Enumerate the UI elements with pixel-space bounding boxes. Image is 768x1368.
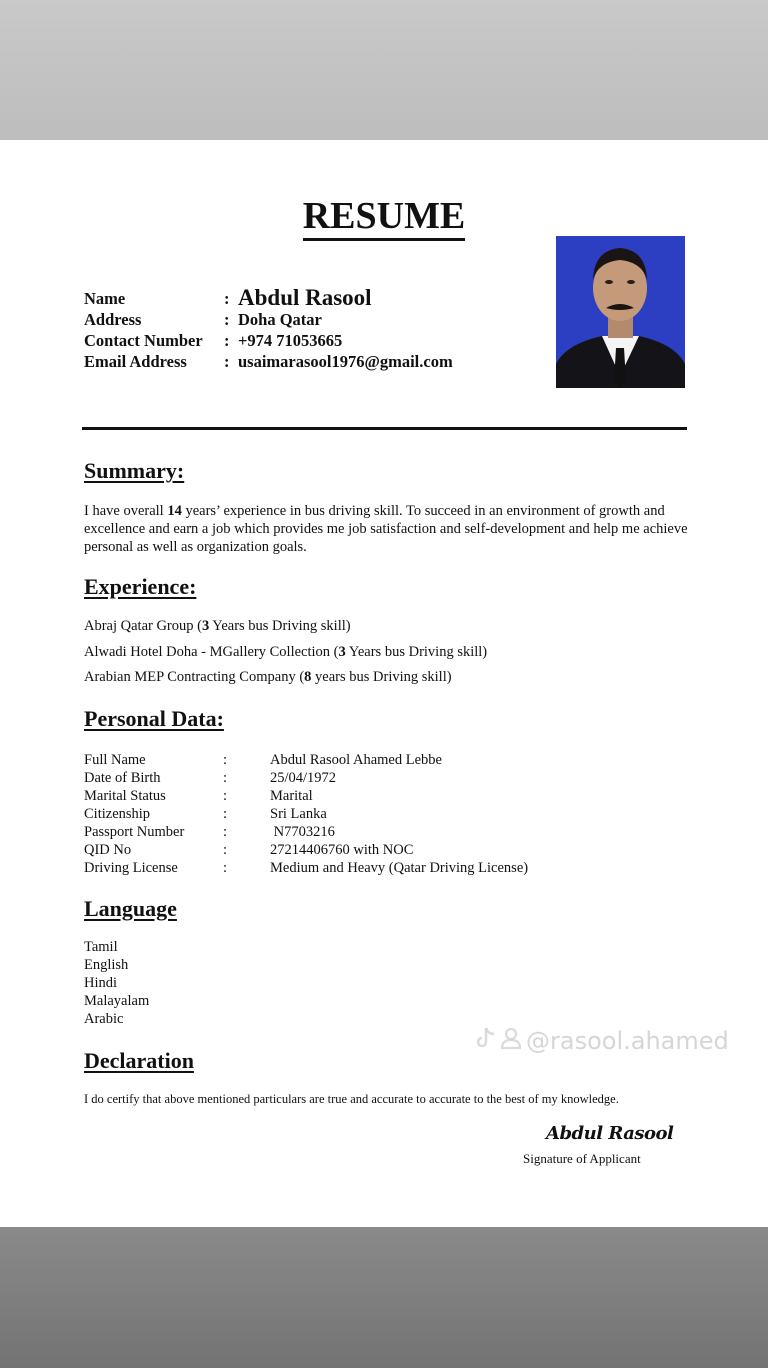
bottom-band <box>0 1227 768 1368</box>
applicant-name: Abdul Rasool <box>238 285 372 310</box>
experience-item: Arabian MEP Contracting Company (8 years bus Driving skill) <box>84 669 452 685</box>
experience-item: Alwadi Hotel Doha - MGallery Collection (3 Years bus Driving skill) <box>84 643 488 660</box>
contact-block <box>84 285 453 372</box>
declaration-text: I do certify that above mentioned particulars are true and accurate to accurate to the best of my knowledge. <box>84 1092 619 1106</box>
personal-row: Date of Birth : 25/04/1972 <box>84 770 337 786</box>
signature-caption: Signature of Applicant <box>523 1151 641 1166</box>
language-item: Arabic <box>84 1011 124 1027</box>
personal-row: Citizenship : Sri Lanka <box>84 806 327 822</box>
personal-row: QID No : 27214406760 with NOC <box>84 842 414 858</box>
personal-row: Marital Status : Marital <box>84 788 313 804</box>
contact-label: Email Address <box>84 352 187 371</box>
experience-list <box>84 614 487 691</box>
email-value: usaimarasool1976@gmail.com <box>238 352 453 371</box>
summary-text: I have overall 14 years’ experience in bus driving skill. To succeed in an environment of growth and excellence and earn a job which provides me job satisfaction and self-development and help me achieve personal as well as organization goals. <box>84 503 688 555</box>
personal-row: Full Name : Abdul Rasool Ahamed Lebbe <box>84 752 442 768</box>
watermark-handle: @rasool.ahamed <box>526 1027 729 1055</box>
declaration-heading: Declaration <box>84 1048 194 1073</box>
language-item: Tamil <box>84 939 118 955</box>
language-item: English <box>84 957 129 973</box>
resume-page <box>0 140 768 1227</box>
address-value: Doha Qatar <box>238 310 322 329</box>
contact-row-phone: Contact Number : +974 71053665 <box>84 331 343 350</box>
personal-row: Passport Number : N7703216 <box>84 824 335 840</box>
contact-row-address: Address : Doha Qatar <box>84 310 322 329</box>
profile-photo <box>556 236 685 388</box>
tiktok-icon <box>474 1026 496 1056</box>
experience-item: Abraj Qatar Group (3 Years bus Driving skill) <box>84 618 351 634</box>
watermark <box>474 1026 729 1056</box>
language-item: Malayalam <box>84 993 150 1009</box>
resume-title: RESUME <box>0 194 768 238</box>
contact-row-email: Email Address : usaimarasool1976@gmail.com <box>84 352 453 371</box>
contact-label: Contact Number <box>84 331 203 350</box>
language-list <box>84 938 149 1028</box>
language-item: Hindi <box>84 975 118 991</box>
header-divider <box>82 427 687 430</box>
personal-data-table <box>84 751 528 877</box>
user-icon <box>500 1026 522 1056</box>
contact-label: Name <box>84 289 126 308</box>
summary-heading: Summary: <box>84 458 185 483</box>
personal-row: Driving License : Medium and Heavy (Qatar Driving License) <box>84 860 529 876</box>
phone-value: +974 71053665 <box>238 331 343 350</box>
contact-label: Address <box>84 310 142 329</box>
experience-heading: Experience: <box>84 574 197 599</box>
contact-row-name: Name : Abdul Rasool <box>84 285 372 310</box>
top-band <box>0 0 768 140</box>
signature: Abdul Rasool <box>546 1123 674 1144</box>
language-heading: Language <box>84 896 177 921</box>
personal-data-heading: Personal Data: <box>84 706 224 731</box>
